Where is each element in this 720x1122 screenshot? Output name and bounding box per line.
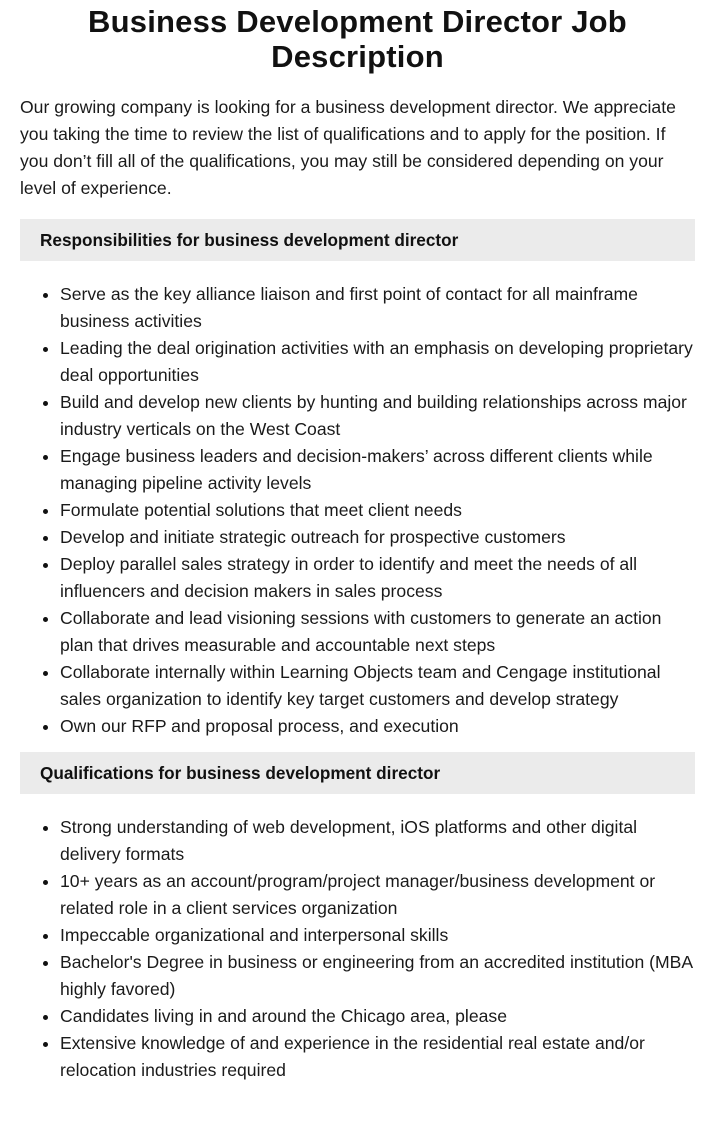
list-item: Collaborate and lead visioning sessions with customers to generate an action plan that drives measurable and accountable next steps — [60, 605, 695, 659]
list-item: Serve as the key alliance liaison and first point of contact for all mainframe business activities — [60, 281, 695, 335]
qualifications-list — [20, 814, 695, 1084]
list-item: Candidates living in and around the Chicago area, please — [60, 1003, 695, 1030]
list-item: Develop and initiate strategic outreach for prospective customers — [60, 524, 695, 551]
job-description-page — [0, 4, 720, 1122]
list-item: Engage business leaders and decision-makers’ across different clients while managing pipeline activity levels — [60, 443, 695, 497]
list-item: Formulate potential solutions that meet client needs — [60, 497, 695, 524]
responsibilities-list — [20, 281, 695, 740]
list-item: Bachelor's Degree in business or engineering from an accredited institution (MBA highly favored) — [60, 949, 695, 1003]
page-title: Business Development Director Job Description — [88, 4, 627, 74]
list-item: Build and develop new clients by hunting and building relationships across major industry verticals on the West Coast — [60, 389, 695, 443]
list-item: Leading the deal origination activities with an emphasis on developing proprietary deal opportunities — [60, 335, 695, 389]
list-item: Collaborate internally within Learning Objects team and Cengage institutional sales organization to identify key target customers and develop strategy — [60, 659, 695, 713]
list-item: 10+ years as an account/program/project manager/business development or related role in a client services organization — [60, 868, 695, 922]
list-item: Impeccable organizational and interpersonal skills — [60, 922, 695, 949]
list-item: Strong understanding of web development, iOS platforms and other digital delivery formats — [60, 814, 695, 868]
responsibilities-heading: Responsibilities for business development director — [20, 219, 695, 261]
list-item: Deploy parallel sales strategy in order to identify and meet the needs of all influencers and decision makers in sales process — [60, 551, 695, 605]
qualifications-heading: Qualifications for business development director — [20, 752, 695, 794]
list-item: Extensive knowledge of and experience in the residential real estate and/or relocation industries required — [60, 1030, 695, 1084]
intro-paragraph: Our growing company is looking for a business development director. We appreciate you taking the time to review the list of qualifications and to apply for the position. If you don’t fill all of the qualifications, you may still be considered depending on your level of experience. — [20, 97, 676, 198]
list-item: Own our RFP and proposal process, and execution — [60, 713, 695, 740]
